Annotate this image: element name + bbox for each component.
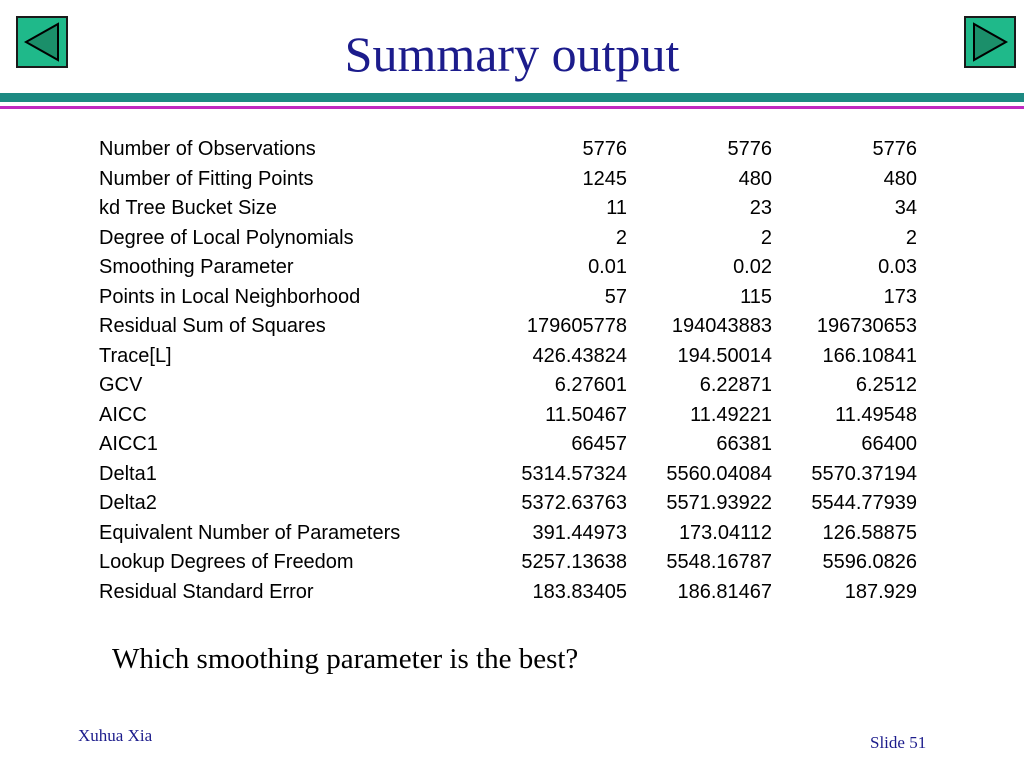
row-value-3: 11.49548 bbox=[835, 403, 917, 426]
row-value-3: 5544.77939 bbox=[811, 492, 917, 514]
row-value-3: 480 bbox=[883, 167, 917, 190]
author-name: Xuhua Xia bbox=[78, 726, 153, 745]
row-label: Delta2 bbox=[99, 492, 157, 514]
table-row bbox=[99, 489, 917, 519]
table-row bbox=[99, 165, 917, 195]
table-row bbox=[99, 519, 917, 549]
row-value-1: 11.50467 bbox=[545, 403, 627, 426]
row-value-1: 5372.63763 bbox=[521, 492, 627, 514]
row-value-1: 0.01 bbox=[588, 256, 627, 278]
summary-table bbox=[99, 135, 917, 607]
table-row bbox=[99, 253, 917, 283]
table-row bbox=[99, 312, 917, 342]
row-value-3: 2 bbox=[905, 226, 917, 249]
table-row bbox=[99, 401, 917, 431]
row-value-3: 6.2512 bbox=[855, 374, 917, 396]
header-rule-teal bbox=[0, 93, 1024, 102]
row-value-2: 480 bbox=[738, 167, 772, 190]
row-label: Smoothing Parameter bbox=[99, 256, 294, 278]
row-value-1: 11 bbox=[606, 197, 627, 219]
row-label: AICC1 bbox=[99, 433, 158, 455]
table-row bbox=[99, 578, 917, 608]
row-value-2: 5560.04084 bbox=[666, 462, 772, 485]
row-label: Equivalent Number of Parameters bbox=[99, 521, 401, 544]
row-label: Lookup Degrees of Freedom bbox=[99, 551, 354, 573]
row-value-1: 5314.57324 bbox=[521, 462, 627, 485]
row-value-2: 11.49221 bbox=[690, 403, 772, 426]
row-label: Points in Local Neighborhood bbox=[99, 285, 361, 308]
row-value-2: 5571.93922 bbox=[666, 492, 772, 514]
row-value-1: 6.27601 bbox=[554, 374, 627, 396]
row-value-3: 187.929 bbox=[844, 580, 917, 603]
table-row bbox=[99, 283, 917, 313]
row-label: Trace[L] bbox=[99, 344, 172, 367]
row-value-3: 5596.0826 bbox=[822, 551, 917, 573]
row-label: Number of Observations bbox=[99, 138, 316, 160]
row-value-2: 115 bbox=[740, 285, 772, 308]
row-label: Delta1 bbox=[99, 462, 157, 485]
row-value-3: 34 bbox=[894, 197, 917, 219]
table-row bbox=[99, 548, 917, 578]
table-row bbox=[99, 135, 917, 165]
table-row bbox=[99, 460, 917, 490]
question-text: Which smoothing parameter is the best? bbox=[112, 643, 579, 675]
row-value-1: 391.44973 bbox=[532, 521, 627, 544]
table-row bbox=[99, 194, 917, 224]
slide-title: Summary output bbox=[344, 26, 680, 82]
row-value-2: 23 bbox=[749, 197, 772, 219]
table-row bbox=[99, 371, 917, 401]
triangle-right-icon bbox=[966, 18, 1014, 66]
row-value-2: 186.81467 bbox=[677, 580, 772, 603]
row-value-1: 1245 bbox=[582, 167, 627, 190]
row-value-2: 2 bbox=[760, 226, 772, 249]
row-label: Degree of Local Polynomials bbox=[99, 226, 354, 249]
row-value-1: 57 bbox=[604, 285, 627, 308]
row-value-2: 66381 bbox=[716, 433, 772, 455]
row-value-3: 5776 bbox=[872, 138, 917, 160]
table-row bbox=[99, 430, 917, 460]
row-label: kd Tree Bucket Size bbox=[99, 197, 277, 219]
row-value-3: 196730653 bbox=[816, 315, 917, 337]
row-label: Residual Sum of Squares bbox=[99, 315, 326, 337]
row-value-1: 426.43824 bbox=[532, 344, 627, 367]
row-value-3: 166.10841 bbox=[822, 344, 917, 367]
row-value-1: 179605778 bbox=[526, 315, 627, 337]
slide-number: Slide 51 bbox=[870, 733, 927, 752]
row-value-2: 5776 bbox=[727, 138, 772, 160]
row-value-2: 173.04112 bbox=[678, 521, 772, 544]
row-value-1: 183.83405 bbox=[532, 580, 627, 603]
row-value-1: 5257.13638 bbox=[521, 551, 627, 573]
row-label: Residual Standard Error bbox=[99, 580, 314, 603]
row-label: GCV bbox=[99, 374, 143, 396]
header-rule-magenta bbox=[0, 106, 1024, 109]
row-value-2: 5548.16787 bbox=[666, 551, 772, 573]
table-row bbox=[99, 342, 917, 372]
row-value-3: 173 bbox=[883, 285, 917, 308]
row-value-3: 126.58875 bbox=[822, 521, 917, 544]
row-value-1: 66457 bbox=[571, 433, 627, 455]
row-value-2: 0.02 bbox=[733, 256, 772, 278]
table-row bbox=[99, 224, 917, 254]
row-value-3: 66400 bbox=[861, 433, 917, 455]
row-value-3: 0.03 bbox=[878, 256, 917, 278]
row-value-2: 6.22871 bbox=[699, 374, 772, 396]
row-label: AICC bbox=[99, 403, 147, 426]
row-value-2: 194.50014 bbox=[677, 344, 772, 367]
row-label: Number of Fitting Points bbox=[99, 167, 314, 190]
next-slide-button[interactable] bbox=[964, 16, 1016, 68]
row-value-1: 5776 bbox=[582, 138, 627, 160]
row-value-2: 194043883 bbox=[671, 315, 772, 337]
row-value-1: 2 bbox=[615, 226, 627, 249]
row-value-3: 5570.37194 bbox=[811, 462, 917, 485]
